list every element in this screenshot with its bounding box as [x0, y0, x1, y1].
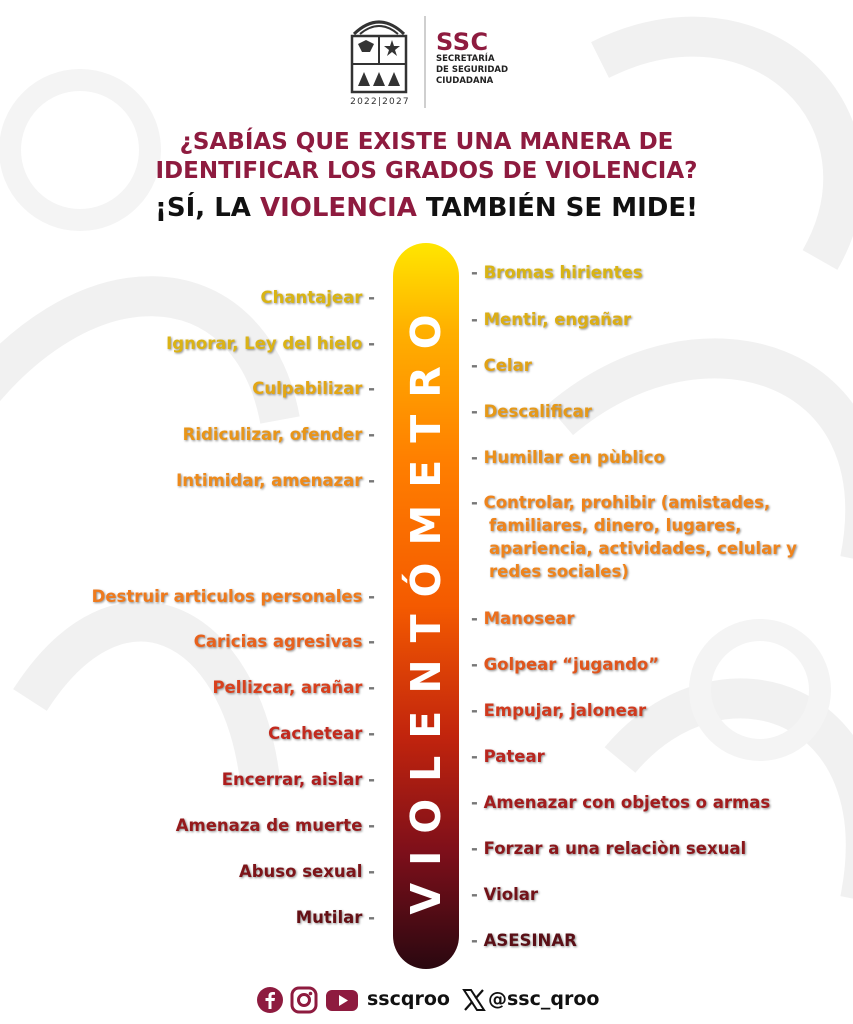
right-item: - Violar: [471, 885, 539, 904]
org-line-3: CIUDADANA: [436, 76, 494, 86]
org-line-2: DE SEGURIDAD: [436, 65, 509, 75]
right-item: - Controlar, prohibir (amistades,: [471, 493, 771, 512]
left-item: Abuso sexual -: [238, 862, 375, 881]
right-item: - Patear: [471, 747, 545, 766]
right-item-cont: apariencia, actividades, celular y: [489, 539, 797, 558]
left-item: Ridiculizar, ofender -: [182, 425, 375, 444]
headline-suffix: TAMBIÉN SE MIDE!: [416, 193, 698, 223]
question-line-1: ¿SABÍAS QUE EXISTE UNA MANERA DE: [179, 129, 674, 155]
social-footer: [0, 985, 853, 1019]
right-item-cont: familiares, dinero, lugares,: [489, 516, 742, 535]
youtube-icon[interactable]: [325, 985, 359, 1015]
left-item: Amenaza de muerte -: [175, 816, 375, 835]
facebook-icon[interactable]: [256, 985, 284, 1015]
header-divider: [424, 16, 426, 108]
right-item: - Mentir, engañar: [471, 310, 632, 329]
headline-prefix: ¡SÍ, LA: [155, 193, 260, 223]
right-item-cont: redes sociales): [489, 562, 629, 581]
headline-accent: VIOLENCIA: [259, 193, 417, 223]
right-item: - Empujar, jalonear: [471, 701, 647, 720]
left-item: Intimidar, amenazar -: [176, 471, 375, 490]
left-item: Encerrar, aislar -: [221, 770, 375, 789]
left-item: Culpabilizar -: [252, 379, 375, 398]
left-item: Destruir articulos personales -: [91, 587, 375, 606]
left-item: Cachetear -: [268, 724, 375, 743]
left-item: Chantajear -: [260, 288, 375, 307]
right-item: - Golpear “jugando”: [471, 655, 660, 674]
right-item: - ASESINAR: [471, 931, 577, 950]
social-handle[interactable]: sscqroo: [367, 988, 450, 1010]
instagram-icon[interactable]: [290, 985, 318, 1015]
x-icon[interactable]: [462, 985, 486, 1015]
state-emblem-icon: [344, 14, 414, 110]
right-item: - Amenazar con objetos o armas: [471, 793, 771, 812]
right-item: - Celar: [471, 356, 532, 375]
ssc-logo: [436, 30, 508, 87]
ssc-title: SSC: [436, 28, 489, 56]
right-item: - Descalificar: [471, 402, 592, 421]
left-item: Ignorar, Ley del hielo -: [166, 334, 375, 353]
right-item: - Forzar a una relaciòn sexual: [471, 839, 747, 858]
government-years: 2022|2027: [350, 97, 410, 107]
left-item: Mutilar -: [295, 908, 375, 927]
right-item: - Humillar en pùblico: [471, 448, 665, 467]
org-line-1: SECRETARÍA: [436, 54, 495, 64]
x-handle[interactable]: @ssc_qroo: [488, 988, 600, 1010]
headline: [0, 193, 853, 223]
question-line-2: IDENTIFICAR LOS GRADOS DE VIOLENCIA?: [155, 158, 698, 184]
violentometer-label: VIOLENTÓMETRO: [402, 297, 450, 915]
right-item: - Manosear: [471, 609, 575, 628]
right-item: - Bromas hirientes: [471, 263, 643, 282]
left-item: Pellizcar, arañar -: [212, 678, 375, 697]
left-item: Caricias agresivas -: [193, 632, 375, 651]
question-heading: [0, 128, 853, 186]
